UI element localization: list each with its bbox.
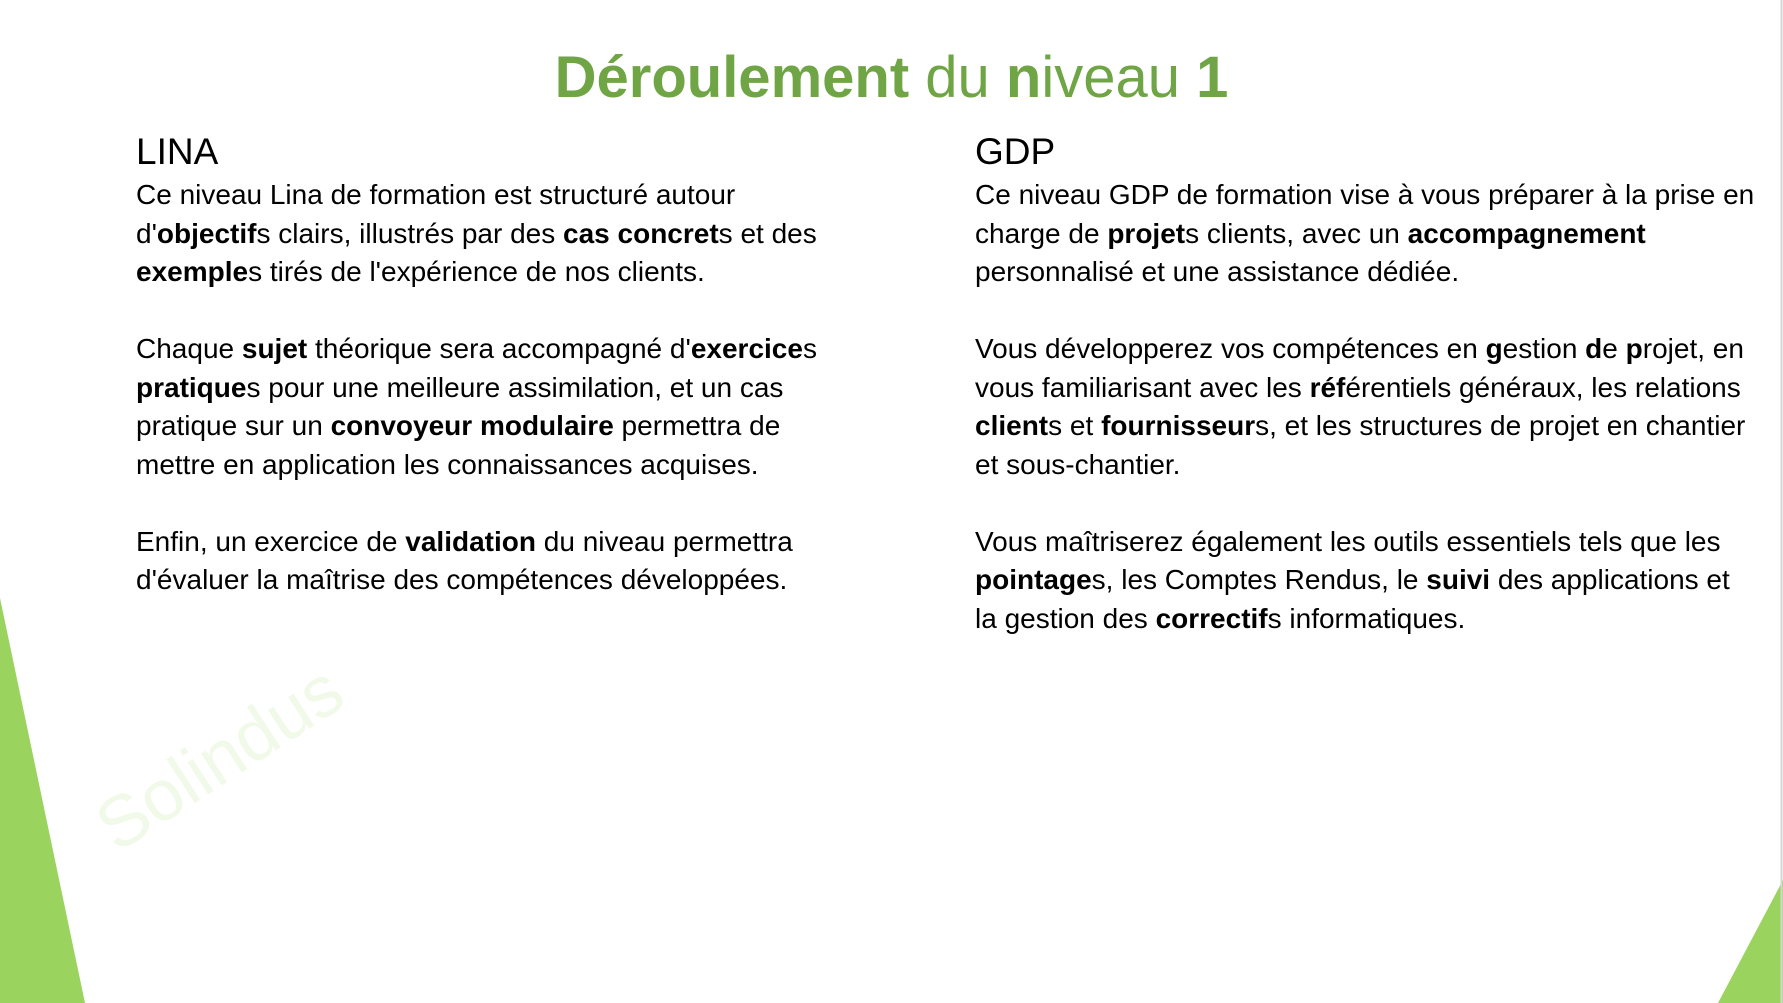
- column-gdp: [975, 128, 1755, 677]
- slide-title: [0, 43, 1783, 113]
- title-segment: n: [1005, 44, 1042, 110]
- paragraph: [975, 176, 1755, 292]
- text-run: du niveau permettra d'évaluer la maîtrise des compétences développées.: [136, 525, 793, 595]
- text-run: Vous maîtriserez également les outils essentiels tels que les: [975, 525, 1721, 557]
- column-lina: [136, 128, 866, 638]
- paragraph: [975, 523, 1755, 639]
- bold-text: objectif: [156, 217, 257, 249]
- watermark: Solindus: [82, 649, 358, 868]
- bold-text: suivi: [1426, 564, 1491, 595]
- bold-text: d: [1585, 333, 1603, 364]
- bold-text: convoyeur modulaire: [330, 410, 614, 441]
- bold-text: pointage: [975, 564, 1092, 595]
- right-green-triangle: [1718, 880, 1783, 1003]
- text-run: s pour une meilleure assimilation, et un cas pratique sur un: [136, 371, 784, 441]
- text-run: Ce niveau GDP de formation vise à vous préparer à la prise en charge de: [975, 179, 1755, 249]
- text-run: s clients, avec un: [1185, 217, 1408, 249]
- text-run: permettra de mettre en application les connaissances acquises.: [136, 410, 781, 480]
- text-run: e: [1602, 333, 1626, 364]
- bold-text: p: [1625, 333, 1643, 364]
- bold-text: validation: [405, 525, 536, 557]
- bold-text: client: [975, 410, 1049, 441]
- bold-text: pratique: [136, 371, 247, 403]
- title-segment: iveau: [1041, 44, 1197, 110]
- text-run: s et des: [718, 217, 817, 249]
- bold-text: g: [1485, 333, 1503, 364]
- text-run: rojet, en vous familiarisant avec les: [975, 333, 1744, 403]
- paragraph: [136, 523, 866, 600]
- column-heading: LINA: [136, 131, 219, 172]
- text-run: s: [802, 333, 817, 364]
- bold-text: accompagnement: [1407, 217, 1646, 249]
- paragraph: [136, 176, 866, 292]
- bold-text: exemple: [136, 256, 249, 287]
- text-run: théorique sera accompagné d': [307, 333, 691, 364]
- text-run: érentiels généraux, les relations: [1345, 371, 1741, 403]
- bold-text: exercice: [690, 333, 803, 364]
- title-segment: Déroulement: [554, 44, 910, 110]
- text-run: s clairs, illustrés par des: [256, 217, 564, 249]
- bold-text: réf: [1309, 371, 1346, 403]
- text-run: s, et les structures de projet en chantier et sous-chantier.: [975, 410, 1746, 480]
- text-run: personnalisé et une assistance dédiée.: [975, 256, 1460, 287]
- text-run: s et: [1048, 410, 1102, 441]
- left-green-triangle: [0, 598, 85, 1003]
- title-segment: du: [909, 44, 1006, 110]
- title-segment: 1: [1196, 44, 1229, 110]
- paragraph: [975, 330, 1755, 484]
- text-run: s, les Comptes Rendus, le: [1091, 564, 1427, 595]
- text-run: Chaque: [136, 333, 242, 364]
- text-run: Enfin, un exercice de: [136, 525, 406, 557]
- column-heading: GDP: [975, 131, 1056, 172]
- text-run: des applications et la gestion des: [975, 564, 1730, 634]
- bold-text: sujet: [241, 333, 308, 364]
- text-run: Ce niveau Lina de formation est structuré autour d': [136, 179, 736, 249]
- text-run: s tirés de l'expérience de nos clients.: [248, 256, 705, 287]
- bold-text: fournisseur: [1101, 410, 1256, 441]
- bold-text: projet: [1107, 217, 1186, 249]
- text-run: Vous développerez vos compétences en: [975, 333, 1486, 364]
- bold-text: correctif: [1155, 602, 1268, 634]
- bold-text: cas concret: [563, 217, 719, 249]
- text-run: estion: [1502, 333, 1586, 364]
- text-run: s informatiques.: [1267, 602, 1466, 634]
- paragraph: [136, 330, 866, 484]
